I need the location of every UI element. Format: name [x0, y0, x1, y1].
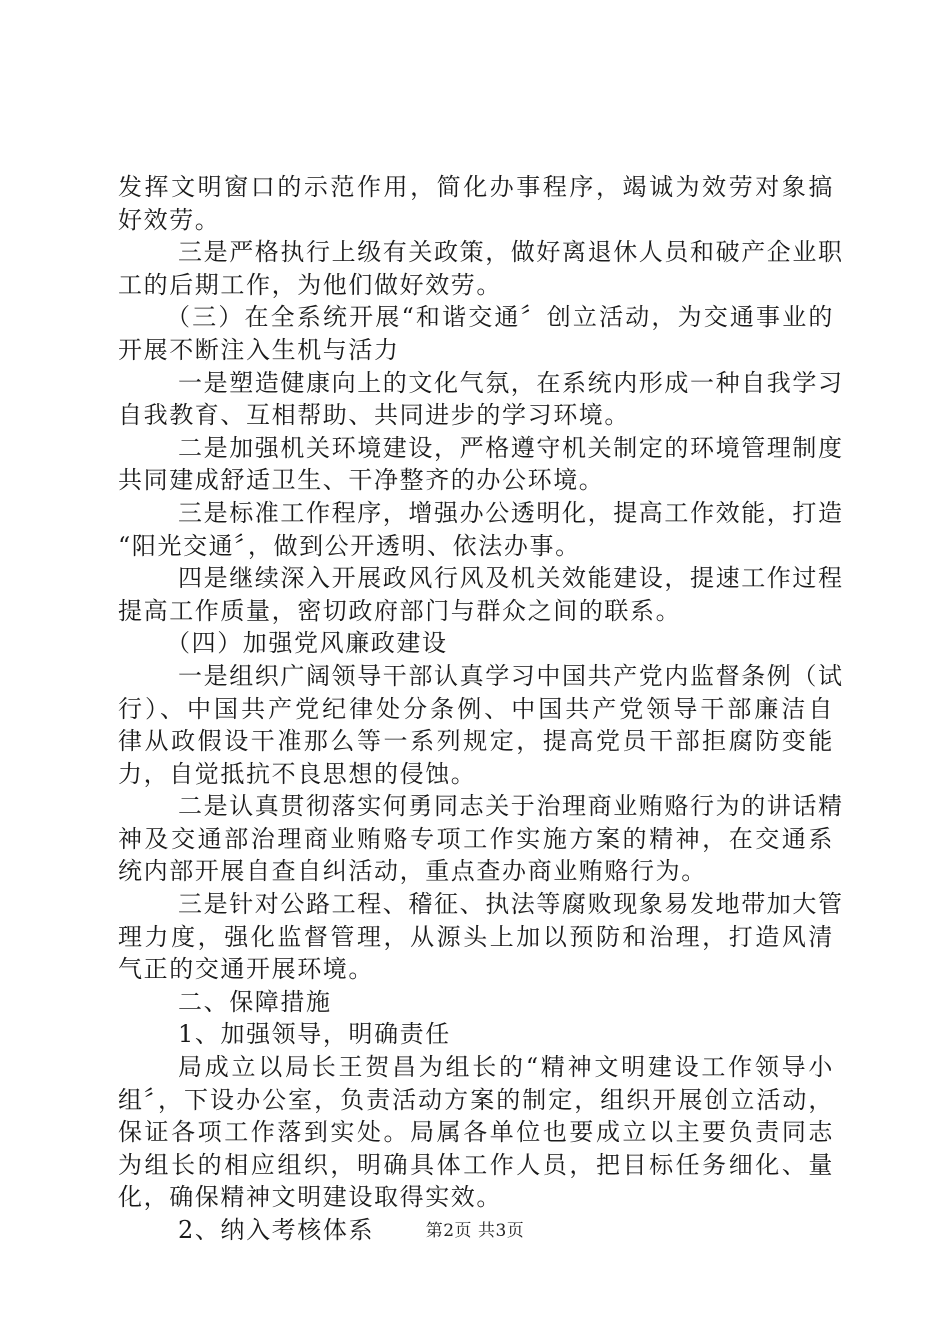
- text-line: 气正的交通开展环境。: [118, 955, 374, 984]
- subsection-heading-2: 2、纳入考核体系: [178, 1216, 375, 1244]
- text-line: 局成立以局长王贺昌为组长的“精神文明建设工作领导小: [178, 1053, 834, 1082]
- text-line: 二是认真贯彻落实何勇同志关于治理商业贿赂行为的讲话精: [178, 792, 844, 821]
- text-line: 提高工作质量，密切政府部门与群众之间的联系。: [118, 596, 682, 625]
- text-line: 保证各项工作落到实处。局属各单位也要成立以主要负责同志: [118, 1118, 834, 1147]
- text-line: 统内部开展自查自纠活动，重点查办商业贿赂行为。: [118, 857, 707, 886]
- text-line: 自我教育、互相帮助、共同进步的学习环境。: [118, 401, 630, 430]
- text-line: 行）、中国共产党纪律处分条例、中国共产党领导干部廉洁自: [118, 694, 834, 723]
- text-line: 开展不断注入生机与活力: [118, 335, 400, 364]
- text-line: 神及交通部治理商业贿赂专项工作实施方案的精神，在交通系: [118, 824, 834, 853]
- text-line: 共同建成舒适卫生、干净整齐的办公环境。: [118, 466, 605, 495]
- text-line: 为组长的相应组织，明确具体工作人员，把目标任务细化、量: [118, 1150, 834, 1179]
- section-heading-3: （三）在全系统开展“和谐交通〞创立活动，为交通事业的: [166, 303, 834, 332]
- text-line: 理力度，强化监督管理，从源头上加以预防和治理，打造风清: [118, 922, 834, 951]
- text-line: 工的后期工作，为他们做好效劳。: [118, 270, 502, 299]
- text-line: 化，确保精神文明建设取得实效。: [118, 1183, 502, 1212]
- subsection-heading-1: 1、加强领导，明确责任: [178, 1020, 451, 1049]
- text-line: 力，自觉抵抗不良思想的侵蚀。: [118, 759, 477, 788]
- section-heading-4: （四）加强党风廉政建设: [166, 629, 448, 658]
- text-line: 三是标准工作程序，增强办公透明化，提高工作效能，打造: [178, 498, 844, 527]
- text-line: 组〞，下设办公室，负责活动方案的制定，组织开展创立活动，: [118, 1085, 834, 1114]
- text-line: “阳光交通〞，做到公开透明、依法办事。: [118, 531, 581, 560]
- text-line: 发挥文明窗口的示范作用，简化办事程序，竭诚为效劳对象搞: [118, 173, 834, 201]
- text-line: 三是严格执行上级有关政策，做好离退休人员和破产企业职: [178, 238, 844, 267]
- page-number-footer: 第2页 共3页: [425, 1221, 525, 1241]
- text-line: 四是继续深入开展政风行风及机关效能建设，提速工作过程: [178, 564, 844, 593]
- text-line: 一是组织广阔领导干部认真学习中国共产党内监督条例（试: [178, 661, 844, 690]
- text-line: 一是塑造健康向上的文化气氛，在系统内形成一种自我学习: [178, 368, 844, 397]
- section-heading-2: 二、保障措施: [178, 987, 332, 1016]
- text-line: 二是加强机关环境建设，严格遵守机关制定的环境管理制度: [178, 433, 844, 462]
- text-line: 三是针对公路工程、稽征、执法等腐败现象易发地带加大管: [178, 890, 844, 919]
- document-body: [118, 171, 844, 1247]
- text-line: 律从政假设干准那么等一系列规定，提高党员干部拒腐防变能: [118, 727, 834, 756]
- text-line: 好效劳。: [118, 205, 221, 234]
